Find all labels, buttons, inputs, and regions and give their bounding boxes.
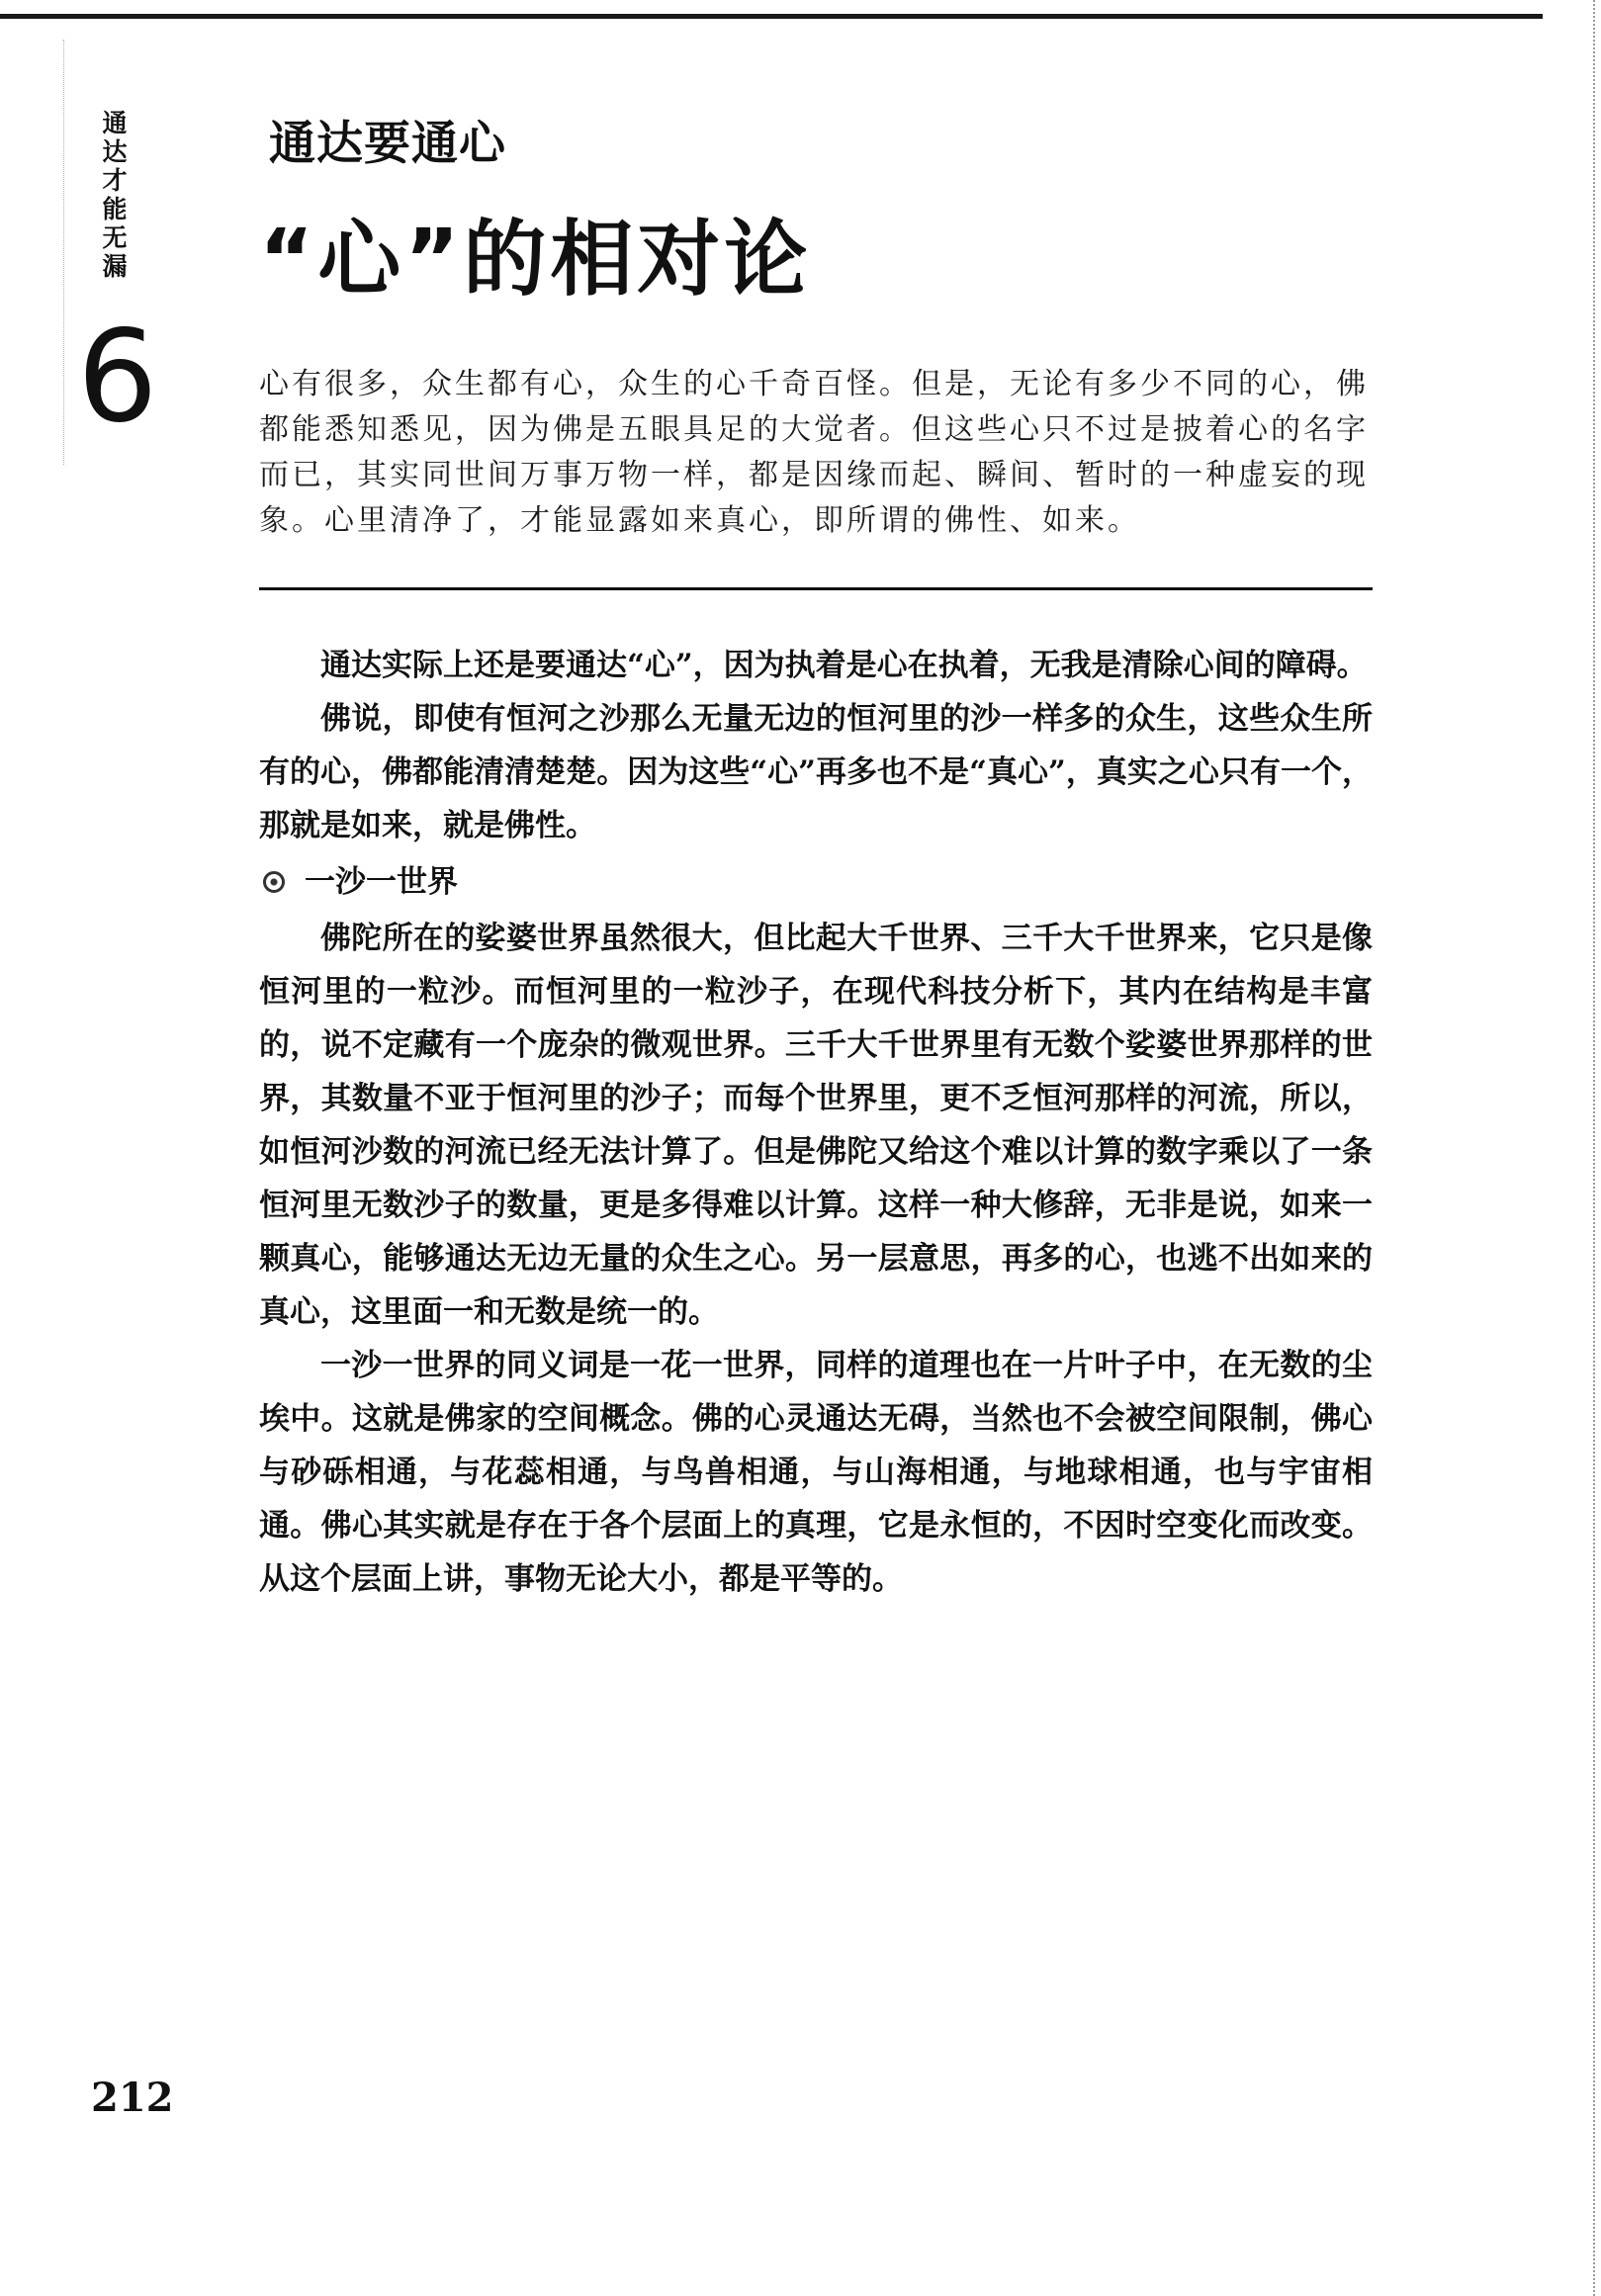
page-edge-line <box>1592 0 1595 2296</box>
section-title: 通达要通心 <box>269 117 506 171</box>
body-text <box>259 639 1373 1606</box>
running-header-side-label: 通达才能无漏 <box>102 109 128 281</box>
section-divider <box>259 587 1373 590</box>
chapter-number: 6 <box>77 304 158 451</box>
top-rule <box>0 14 1543 19</box>
flower-bullet-icon <box>263 871 285 893</box>
margin-dotted-line <box>63 40 65 465</box>
page-number: 212 <box>91 2075 174 2121</box>
intro-paragraph: 心有很多，众生都有心，众生的心千奇百怪。但是，无论有多少不同的心，佛都能悉知悉见，因为佛是五眼具足的大觉者。但这些心只不过是披着心的名字而已，其实同世间万事万物一样，都是因缘而起、瞬间、暂时的一种虚妄的现象。心里清净了，才能显露如来真心，即所谓的佛性、如来。 <box>259 367 1369 538</box>
body-paragraph-2: 佛说，即使有恒河之沙那么无量无边的恒河里的沙一样多的众生，这些众生所有的心，佛都能清清楚楚。因为这些“心”再多也不是“真心”，真实之心只有一个，那就是如来，就是佛性。 <box>259 701 1373 843</box>
body-paragraph-1: 通达实际上还是要通达“心”，因为执着是心在执着，无我是清除心间的障碍。 <box>320 648 1368 683</box>
main-title: “心”的相对论 <box>259 211 812 308</box>
body-paragraph-3: 佛陀所在的娑婆世界虽然很大，但比起大千世界、三千大千世界来，它只是像恒河里的一粒沙。而恒河里的一粒沙子，在现代科技分析下，其内在结构是丰富的，说不定藏有一个庞杂的微观世界。三千大千世界里有无数个娑婆世界那样的世界，其数量不亚于恒河里的沙子；而每个世界里，更不乏恒河那样的河流，所以，如恒河沙数的河流已经无法计算了。但是佛陀又给这个难以计算的数字乘以了一条恒河里无数沙子的数量，更是多得难以计算。这样一种大修辞，无非是说，如来一颗真心，能够通达无边无量的众生之心。另一层意思，再多的心，也逃不出如来的真心，这里面一和无数是统一的。 <box>259 921 1373 1330</box>
body-paragraph-4: 一沙一世界的同义词是一花一世界，同样的道理也在一片叶子中，在无数的尘埃中。这就是佛家的空间概念。佛的心灵通达无碍，当然也不会被空间限制，佛心与砂砾相通，与花蕊相通，与鸟兽相通，与山海相通，与地球相通，也与宇宙相通。佛心其实就是存在于各个层面上的真理，它是永恒的，不因时空变化而改变。从这个层面上讲，事物无论大小，都是平等的。 <box>259 1348 1373 1597</box>
subheading-text: 一沙一世界 <box>305 864 458 900</box>
subheading <box>259 852 1373 912</box>
